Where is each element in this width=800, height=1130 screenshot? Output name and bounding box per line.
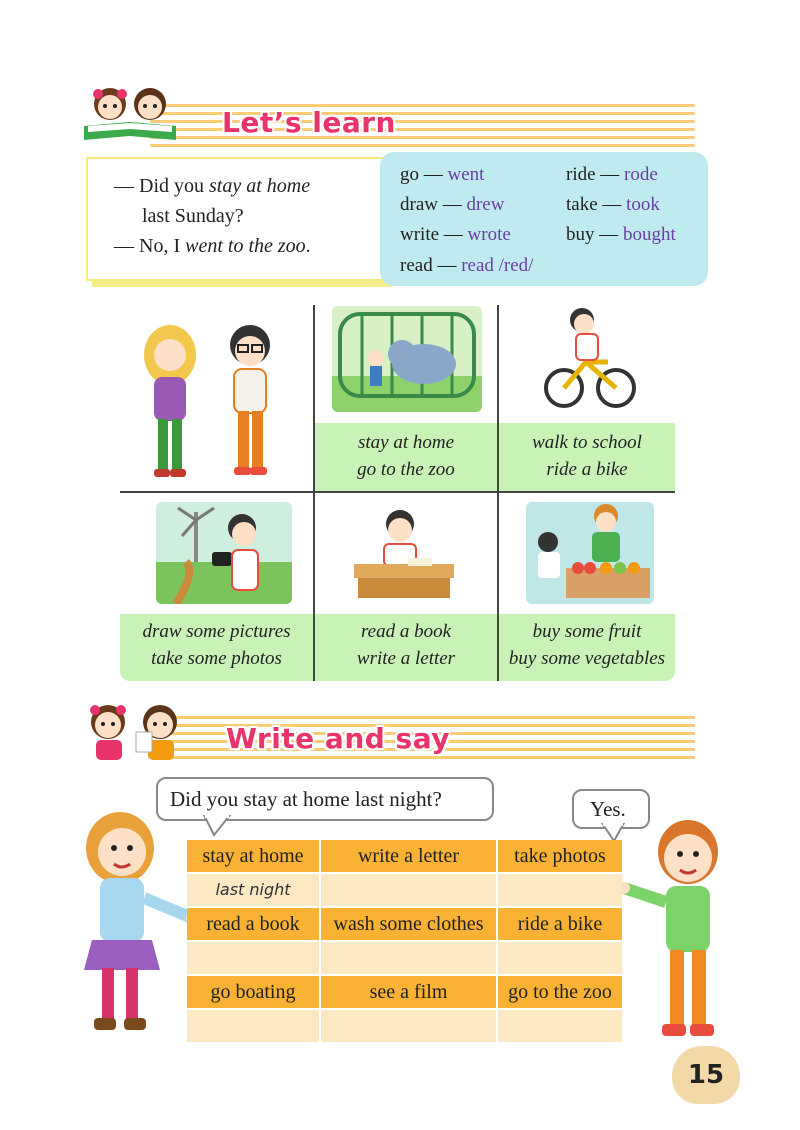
dialogue-answer-start: — No, I <box>114 235 181 257</box>
grid-divider <box>120 491 675 493</box>
activity-cell: write a letter <box>321 840 496 872</box>
phrase-cell-buy-fruit: buy some fruit buy some vegetables <box>499 614 675 681</box>
verb-read: read — read /red/ <box>400 255 534 276</box>
kids-reading-paper-icon <box>78 698 198 764</box>
dialogue-question-start: — Did you <box>114 175 204 197</box>
phrase-cell-read-a-book: read a book write a letter <box>315 614 497 681</box>
activity-cell: take photos <box>498 840 622 872</box>
girl-and-boy-talking-illustration <box>130 315 300 485</box>
answer-cell[interactable] <box>321 1010 496 1042</box>
verb-go: go — went <box>400 164 485 185</box>
zoo-elephant-picture <box>332 306 482 412</box>
answer-cell[interactable] <box>187 942 319 974</box>
answer-cell[interactable] <box>321 874 496 906</box>
boy-pointing-illustration <box>618 812 736 1052</box>
girl-speech-bubble: Did you stay at home last night? <box>156 777 494 821</box>
answer-cell[interactable]: last night <box>187 874 319 906</box>
phrase-cell-stay-at-home: stay at home go to the zoo <box>315 423 497 491</box>
answer-cell[interactable] <box>498 942 622 974</box>
dialogue-question-end: last Sunday? <box>142 205 244 227</box>
fruit-vegetable-shop-picture <box>526 502 654 604</box>
verb-forms-panel <box>380 152 708 286</box>
verb-take: take — took <box>566 194 660 215</box>
verb-draw: draw — drew <box>400 194 505 215</box>
lets-learn-title: Let’s learn <box>222 106 396 139</box>
boy-writing-letter-picture <box>348 506 458 602</box>
verb-write: write — wrote <box>400 224 511 245</box>
activity-cell: go boating <box>187 976 319 1008</box>
answer-cell[interactable] <box>187 1010 319 1042</box>
activity-cell: go to the zoo <box>498 976 622 1008</box>
answer-cell[interactable] <box>321 942 496 974</box>
kids-reading-book-icon <box>78 82 188 144</box>
activity-cell: see a film <box>321 976 496 1008</box>
dialogue-answer-phrase: went to the zoo <box>185 235 306 257</box>
activity-cell: wash some clothes <box>321 908 496 940</box>
verb-ride: ride — rode <box>566 164 658 185</box>
answer-cell[interactable] <box>498 1010 622 1042</box>
dialogue-answer-end: . <box>305 235 311 257</box>
boy-riding-bike-picture <box>538 304 638 412</box>
phrase-cell-walk-to-school: walk to school ride a bike <box>499 423 675 491</box>
write-and-say-title: Write and say <box>226 722 450 755</box>
verb-buy: buy — bought <box>566 224 676 245</box>
activity-cell: read a book <box>187 908 319 940</box>
girl-bubble-tail <box>200 815 240 837</box>
dialogue-question-phrase: stay at home <box>209 175 311 197</box>
dialogue-card <box>86 157 386 281</box>
phrase-cell-draw-pictures: draw some pictures take some photos <box>120 614 313 681</box>
answer-cell[interactable] <box>498 874 622 906</box>
page-number: 15 <box>672 1046 740 1104</box>
activity-cell: stay at home <box>187 840 319 872</box>
activity-cell: ride a bike <box>498 908 622 940</box>
boy-speech-bubble: Yes. <box>572 789 650 829</box>
boy-taking-photos-picture <box>156 502 292 604</box>
girl-pointing-illustration <box>72 808 202 1038</box>
